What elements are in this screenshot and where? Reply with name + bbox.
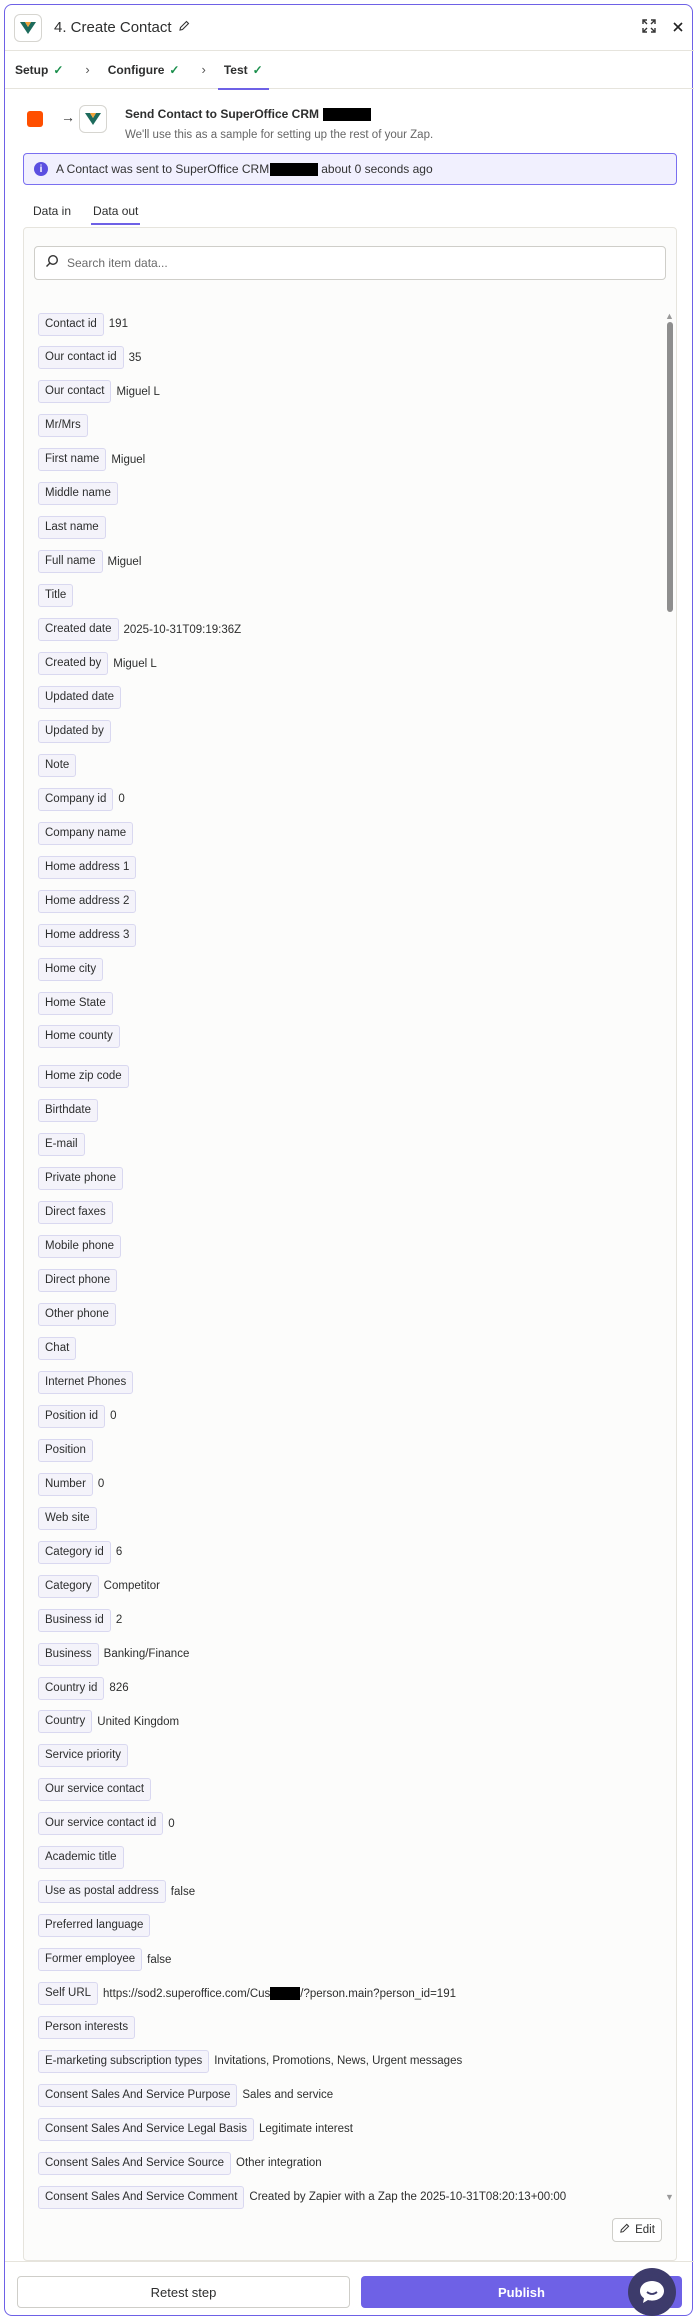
retest-step-button[interactable]: Retest step xyxy=(17,2276,350,2308)
field-value: Miguel L xyxy=(116,385,160,398)
field-value: 0 xyxy=(168,1817,175,1830)
field-key-pill[interactable]: Other phone xyxy=(38,1303,116,1326)
data-row xyxy=(38,1370,133,1394)
redaction-bar xyxy=(323,108,371,121)
data-row xyxy=(38,1506,97,1530)
field-key-pill[interactable]: Home county xyxy=(38,1025,120,1048)
data-out-panel xyxy=(23,227,677,2261)
data-row xyxy=(38,1642,189,1666)
field-value: 2025-10-31T09:19:36Z xyxy=(123,623,242,636)
field-value: https://sod2.superoffice.com/Cus xyxy=(103,1987,271,2000)
field-key-pill[interactable]: Consent Sales And Service Comment xyxy=(38,2186,244,2209)
edit-button[interactable] xyxy=(612,2218,662,2242)
data-row xyxy=(38,821,133,845)
info-banner xyxy=(23,153,677,185)
field-key-pill[interactable]: Home State xyxy=(38,992,113,1015)
field-key-pill[interactable]: Created date xyxy=(38,618,119,641)
field-key-pill[interactable]: Former employee xyxy=(38,1948,142,1971)
field-key-pill[interactable]: Consent Sales And Service Legal Basis xyxy=(38,2118,254,2141)
data-row xyxy=(38,855,136,879)
data-row xyxy=(38,414,88,438)
field-value: 0 xyxy=(97,1478,105,1491)
scroll-down-icon[interactable]: ▼ xyxy=(665,2192,674,2202)
field-key-pill[interactable]: Birthdate xyxy=(38,1099,98,1122)
data-row xyxy=(38,448,145,472)
send-subtitle: We'll use this as a sample for setting up the rest of your Zap. xyxy=(125,129,434,141)
field-key-pill[interactable]: Chat xyxy=(38,1337,76,1360)
field-value: 6 xyxy=(115,1546,123,1559)
field-key-pill[interactable]: Position xyxy=(38,1439,93,1462)
data-row xyxy=(38,1812,175,1836)
data-row xyxy=(38,1133,85,1157)
info-icon: i xyxy=(34,162,48,176)
data-row xyxy=(38,1099,98,1123)
field-key-pill[interactable]: Business id xyxy=(38,1609,111,1632)
data-row xyxy=(38,1540,122,1564)
field-value: 0 xyxy=(118,793,125,806)
field-value: 35 xyxy=(128,351,142,364)
field-key-pill[interactable]: Full name xyxy=(38,550,103,573)
pencil-icon[interactable] xyxy=(178,19,190,37)
data-row xyxy=(38,1404,116,1428)
field-key-pill[interactable]: E-mail xyxy=(38,1133,85,1156)
data-row xyxy=(38,1438,93,1462)
footer xyxy=(5,2261,694,2317)
field-value: 2 xyxy=(115,1614,123,1627)
data-row xyxy=(38,550,141,574)
field-value: Invitations, Promotions, News, Urgent messages xyxy=(214,2055,463,2068)
data-row xyxy=(38,1880,195,1904)
data-row xyxy=(38,380,160,404)
data-row xyxy=(38,753,76,777)
data-row xyxy=(38,2117,353,2141)
field-key-pill[interactable]: Private phone xyxy=(38,1167,123,1190)
field-key-pill[interactable]: Last name xyxy=(38,516,106,539)
send-summary xyxy=(27,105,687,153)
superoffice-app-icon xyxy=(79,105,107,133)
data-row xyxy=(38,618,241,642)
send-title-text: Send Contact to SuperOffice CRM xyxy=(125,107,320,121)
data-row xyxy=(38,1574,160,1598)
field-key-pill[interactable]: Our contact id xyxy=(38,346,124,369)
check-icon: ✓ xyxy=(169,62,180,77)
step-tabs xyxy=(5,51,694,89)
data-row xyxy=(38,1337,76,1361)
tab-label: Setup xyxy=(15,62,49,77)
field-value: Miguel xyxy=(107,555,142,568)
search-input[interactable] xyxy=(67,256,627,270)
tab-test[interactable] xyxy=(224,51,263,89)
data-tabs xyxy=(33,197,138,225)
data-row xyxy=(38,2151,322,2175)
data-row xyxy=(38,1472,104,1496)
chat-icon xyxy=(638,2279,666,2305)
field-key-pill[interactable]: Country id xyxy=(38,1677,104,1700)
field-key-pill[interactable]: Home zip code xyxy=(38,1065,129,1088)
field-key-pill[interactable]: Internet Phones xyxy=(38,1371,133,1394)
zapier-icon xyxy=(27,111,43,127)
check-icon: ✓ xyxy=(53,62,64,77)
data-row xyxy=(38,652,157,676)
field-key-pill[interactable]: Home address 2 xyxy=(38,890,136,913)
step-title[interactable]: 4. Create Contact xyxy=(54,19,172,36)
data-row xyxy=(38,719,111,743)
close-icon[interactable] xyxy=(672,20,684,38)
field-key-pill[interactable]: Mobile phone xyxy=(38,1235,121,1258)
search-box[interactable] xyxy=(34,246,666,280)
data-row xyxy=(38,1269,117,1293)
data-row xyxy=(38,1778,151,1802)
field-value: Miguel xyxy=(111,453,146,466)
field-key-pill[interactable]: Mr/Mrs xyxy=(38,414,88,437)
field-key-pill[interactable]: Academic title xyxy=(38,1846,124,1869)
check-icon: ✓ xyxy=(252,62,263,77)
field-key-pill[interactable]: Created by xyxy=(38,652,108,675)
data-row xyxy=(38,584,73,608)
field-key-pill[interactable]: Business xyxy=(38,1643,99,1666)
field-key-pill[interactable]: Home city xyxy=(38,958,103,981)
data-row xyxy=(38,889,136,913)
data-row xyxy=(38,482,118,506)
field-value: Legitimate interest xyxy=(259,2123,353,2136)
field-key-pill[interactable]: Updated date xyxy=(38,686,121,709)
data-row xyxy=(38,1846,124,1870)
field-value-suffix: /?person.main?person_id=191 xyxy=(300,1987,456,2000)
chat-button[interactable] xyxy=(628,2268,676,2316)
data-row xyxy=(38,991,113,1015)
redaction-bar xyxy=(270,1987,300,2000)
data-row xyxy=(38,1025,120,1049)
field-key-pill[interactable]: Category xyxy=(38,1575,99,1598)
field-key-pill[interactable]: Company name xyxy=(38,822,133,845)
data-row xyxy=(38,1982,456,2006)
superoffice-app-icon xyxy=(14,14,42,42)
field-key-pill[interactable]: Consent Sales And Service Purpose xyxy=(38,2084,237,2107)
field-key-pill[interactable]: Company id xyxy=(38,788,113,811)
field-key-pill[interactable]: Consent Sales And Service Source xyxy=(38,2152,231,2175)
field-key-pill[interactable]: Note xyxy=(38,754,76,777)
field-key-pill[interactable]: Our service contact id xyxy=(38,1812,163,1835)
data-row xyxy=(38,2016,135,2040)
scroll-up-icon[interactable]: ▲ xyxy=(665,311,674,321)
edit-label: Edit xyxy=(635,2224,655,2236)
scrollbar-thumb[interactable] xyxy=(667,322,673,612)
data-row xyxy=(38,1201,113,1225)
data-row xyxy=(38,957,103,981)
data-row xyxy=(38,1608,122,1632)
data-row xyxy=(38,346,141,370)
field-key-pill[interactable]: Preferred language xyxy=(38,1914,150,1937)
field-key-pill[interactable]: Home address 1 xyxy=(38,856,136,879)
data-row xyxy=(38,1065,129,1089)
field-key-pill[interactable]: Direct phone xyxy=(38,1269,117,1292)
data-row xyxy=(38,685,121,709)
tab-configure[interactable] xyxy=(108,51,180,89)
search-icon xyxy=(45,254,59,273)
data-row xyxy=(38,1914,150,1938)
field-key-pill[interactable]: Updated by xyxy=(38,720,111,743)
field-key-pill[interactable]: Home address 3 xyxy=(38,924,136,947)
data-row xyxy=(38,1303,116,1327)
arrow-right-icon: → xyxy=(61,109,75,125)
tab-data-in[interactable]: Data in xyxy=(33,204,72,218)
tab-label: Test xyxy=(223,62,248,77)
field-key-pill[interactable]: Number xyxy=(38,1473,93,1496)
data-row xyxy=(38,1948,171,1972)
expand-icon[interactable] xyxy=(642,19,656,38)
field-key-pill[interactable]: Use as postal address xyxy=(38,1880,166,1903)
info-text-end: about 0 seconds ago xyxy=(321,162,433,176)
field-value: Created by Zapier with a Zap the 2025-10-31T08:20:13+00:00 xyxy=(249,2191,567,2204)
data-row xyxy=(38,1167,123,1191)
field-key-pill[interactable]: Direct faxes xyxy=(38,1201,113,1224)
field-value: 826 xyxy=(109,1682,129,1694)
field-value: false xyxy=(147,1953,172,1966)
field-value: United Kingdom xyxy=(97,1715,180,1728)
data-row xyxy=(38,787,125,811)
field-key-pill[interactable]: Category id xyxy=(38,1541,111,1564)
step-header xyxy=(5,5,694,51)
publish-button[interactable]: Publish xyxy=(361,2276,682,2308)
tab-data-out[interactable]: Data out xyxy=(93,197,138,225)
field-key-pill[interactable]: Self URL xyxy=(38,1982,98,2005)
data-row xyxy=(38,516,106,540)
data-row xyxy=(38,1744,128,1768)
chevron-right-icon: › xyxy=(201,62,206,77)
redaction-bar xyxy=(270,163,318,176)
pencil-icon xyxy=(619,2223,630,2237)
field-key-pill[interactable]: E-marketing subscription types xyxy=(38,2050,209,2073)
field-key-pill[interactable]: Our service contact xyxy=(38,1778,151,1801)
data-row xyxy=(38,312,128,336)
field-value: 191 xyxy=(108,318,128,330)
field-value: Sales and service xyxy=(242,2089,334,2102)
field-key-pill[interactable]: Position id xyxy=(38,1405,105,1428)
field-key-pill[interactable]: Our contact xyxy=(38,380,111,403)
data-row xyxy=(38,2049,462,2073)
info-text-start: A Contact was sent to SuperOffice CRM xyxy=(56,162,270,176)
field-value: Other integration xyxy=(236,2157,322,2170)
field-key-pill[interactable]: First name xyxy=(38,448,106,471)
data-row xyxy=(38,2083,333,2107)
field-key-pill[interactable]: Middle name xyxy=(38,482,118,505)
data-row xyxy=(38,923,136,947)
field-value: Banking/Finance xyxy=(103,1648,190,1661)
chevron-right-icon: › xyxy=(85,62,90,77)
tab-setup[interactable] xyxy=(15,51,63,89)
field-key-pill[interactable]: Person interests xyxy=(38,2016,135,2039)
field-key-pill[interactable]: Country xyxy=(38,1710,92,1733)
send-title xyxy=(125,107,371,121)
field-key-pill[interactable]: Web site xyxy=(38,1507,97,1530)
data-row xyxy=(38,2185,566,2209)
field-key-pill[interactable]: Title xyxy=(38,584,73,607)
data-row xyxy=(38,1235,121,1259)
field-value: Competitor xyxy=(103,1580,160,1593)
data-row xyxy=(38,1710,179,1734)
field-value: false xyxy=(170,1885,196,1898)
field-key-pill[interactable]: Contact id xyxy=(38,313,104,336)
field-value: Miguel L xyxy=(113,657,157,670)
step-panel xyxy=(4,4,693,2316)
field-value: 0 xyxy=(110,1410,117,1423)
field-key-pill[interactable]: Service priority xyxy=(38,1744,128,1767)
data-row xyxy=(38,1676,129,1700)
tab-label: Configure xyxy=(107,62,165,77)
